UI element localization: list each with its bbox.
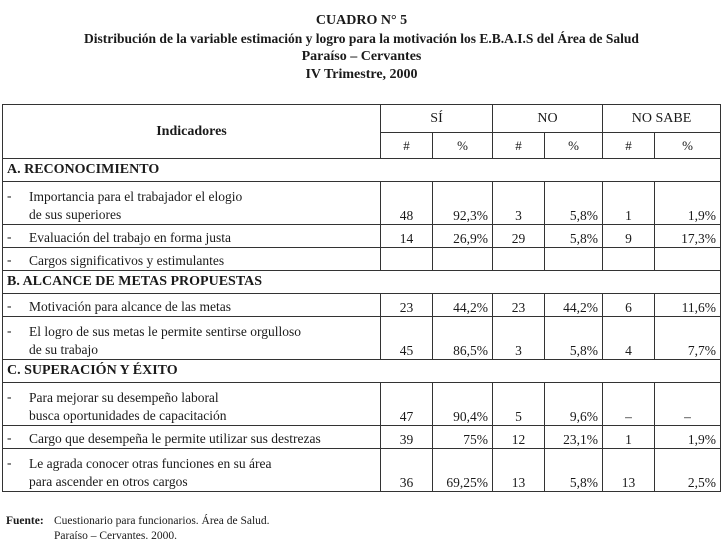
count-cell: 3 <box>493 182 545 225</box>
indicator-label: Motivación para alcance de las metas <box>29 299 232 314</box>
percent-cell: 2,5% <box>655 449 721 492</box>
count-cell: – <box>603 383 655 426</box>
bullet-dash: - <box>7 252 12 267</box>
section-title: A. RECONOCIMIENTO <box>3 159 721 182</box>
section-title: C. SUPERACIÓN Y ÉXITO <box>3 360 721 383</box>
count-cell: 48 <box>381 182 433 225</box>
percent-cell: 5,8% <box>545 449 603 492</box>
count-cell: 5 <box>493 383 545 426</box>
table-row <box>3 225 721 248</box>
count-cell: 13 <box>603 449 655 492</box>
indicator-cell <box>3 248 381 271</box>
source-line-2: Paraíso – Cervantes. 2000. <box>54 530 177 542</box>
count-cell: 23 <box>493 294 545 317</box>
table-title: Distribución de la variable estimación y logro para la motivación los E.B.A.I.S del Área de Salud <box>84 31 639 46</box>
subheader-count: # <box>493 133 545 159</box>
percent-cell <box>655 248 721 271</box>
source-note <box>6 514 270 544</box>
percent-cell: 90,4% <box>433 383 493 426</box>
count-cell <box>493 248 545 271</box>
count-cell <box>603 248 655 271</box>
count-cell: 13 <box>493 449 545 492</box>
table-row <box>3 317 721 360</box>
percent-cell: 5,8% <box>545 182 603 225</box>
indicator-label: de sus superiores <box>29 207 122 222</box>
indicator-cell <box>3 317 381 360</box>
subheader-count: # <box>603 133 655 159</box>
table-header <box>0 12 723 84</box>
bullet-dash: - <box>7 323 12 338</box>
count-cell: 1 <box>603 426 655 449</box>
table-row <box>3 248 721 271</box>
count-cell: 23 <box>381 294 433 317</box>
count-cell: 3 <box>493 317 545 360</box>
subheader-count: # <box>381 133 433 159</box>
section-title: B. ALCANCE DE METAS PROPUESTAS <box>3 271 721 294</box>
data-table <box>2 104 721 492</box>
percent-cell <box>433 248 493 271</box>
table-number: CUADRO N° 5 <box>315 13 408 28</box>
indicator-label: El logro de sus metas le permite sentirse orgulloso <box>29 324 301 339</box>
table-row <box>3 294 721 317</box>
indicator-label: Evaluación del trabajo en forma justa <box>29 230 232 245</box>
subheader-percent: % <box>433 133 493 159</box>
subheader-percent: % <box>655 133 721 159</box>
percent-cell: 44,2% <box>545 294 603 317</box>
count-cell: 4 <box>603 317 655 360</box>
indicator-label: Importancia para el trabajador el elogio <box>29 189 243 204</box>
table-location: Paraíso – Cervantes <box>301 49 422 64</box>
percent-cell: 75% <box>433 426 493 449</box>
indicator-label: Le agrada conocer otras funciones en su área <box>29 456 272 471</box>
count-cell: 45 <box>381 317 433 360</box>
bullet-dash: - <box>7 229 12 244</box>
percent-cell <box>545 248 603 271</box>
group-header-si: SÍ <box>381 105 493 133</box>
indicator-cell <box>3 426 381 449</box>
table-row <box>3 426 721 449</box>
indicator-label: busca oportunidades de capacitación <box>29 408 227 423</box>
bullet-dash: - <box>7 389 12 404</box>
section-row <box>3 159 721 182</box>
percent-cell: 5,8% <box>545 225 603 248</box>
count-cell: 9 <box>603 225 655 248</box>
indicator-cell <box>3 383 381 426</box>
count-cell: 1 <box>603 182 655 225</box>
percent-cell: 23,1% <box>545 426 603 449</box>
percent-cell: 5,8% <box>545 317 603 360</box>
table-period: IV Trimestre, 2000 <box>305 67 418 82</box>
indicator-label: Cargo que desempeña le permite utilizar sus destrezas <box>29 431 321 446</box>
percent-cell: 26,9% <box>433 225 493 248</box>
indicator-cell <box>3 225 381 248</box>
percent-cell: 1,9% <box>655 426 721 449</box>
indicator-cell <box>3 449 381 492</box>
percent-cell: 17,3% <box>655 225 721 248</box>
indicator-label: Para mejorar su desempeño laboral <box>29 390 219 405</box>
count-cell: 36 <box>381 449 433 492</box>
percent-cell: 9,6% <box>545 383 603 426</box>
percent-cell: 11,6% <box>655 294 721 317</box>
bullet-dash: - <box>7 298 12 313</box>
percent-cell: 92,3% <box>433 182 493 225</box>
table-body <box>3 159 721 492</box>
table-row <box>3 449 721 492</box>
indicator-label: de su trabajo <box>29 342 98 357</box>
count-cell: 47 <box>381 383 433 426</box>
count-cell: 14 <box>381 225 433 248</box>
indicator-label: Cargos significativos y estimulantes <box>29 253 225 268</box>
indicators-header: Indicadores <box>3 105 381 159</box>
percent-cell: 7,7% <box>655 317 721 360</box>
section-row <box>3 271 721 294</box>
bullet-dash: - <box>7 188 12 203</box>
source-label: Fuente: <box>6 515 44 527</box>
group-header-no-sabe: NO SABE <box>603 105 721 133</box>
bullet-dash: - <box>7 455 12 470</box>
bullet-dash: - <box>7 430 12 445</box>
subheader-percent: % <box>545 133 603 159</box>
count-cell <box>381 248 433 271</box>
percent-cell: – <box>655 383 721 426</box>
percent-cell: 69,25% <box>433 449 493 492</box>
source-line-1: Cuestionario para funcionarios. Área de Salud. <box>54 515 270 527</box>
group-header-no: NO <box>493 105 603 133</box>
count-cell: 39 <box>381 426 433 449</box>
percent-cell: 86,5% <box>433 317 493 360</box>
table-row <box>3 383 721 426</box>
percent-cell: 44,2% <box>433 294 493 317</box>
section-row <box>3 360 721 383</box>
count-cell: 6 <box>603 294 655 317</box>
percent-cell: 1,9% <box>655 182 721 225</box>
count-cell: 12 <box>493 426 545 449</box>
count-cell: 29 <box>493 225 545 248</box>
table-row <box>3 182 721 225</box>
indicator-cell <box>3 294 381 317</box>
indicator-label: para ascender en otros cargos <box>29 474 188 489</box>
indicator-cell <box>3 182 381 225</box>
